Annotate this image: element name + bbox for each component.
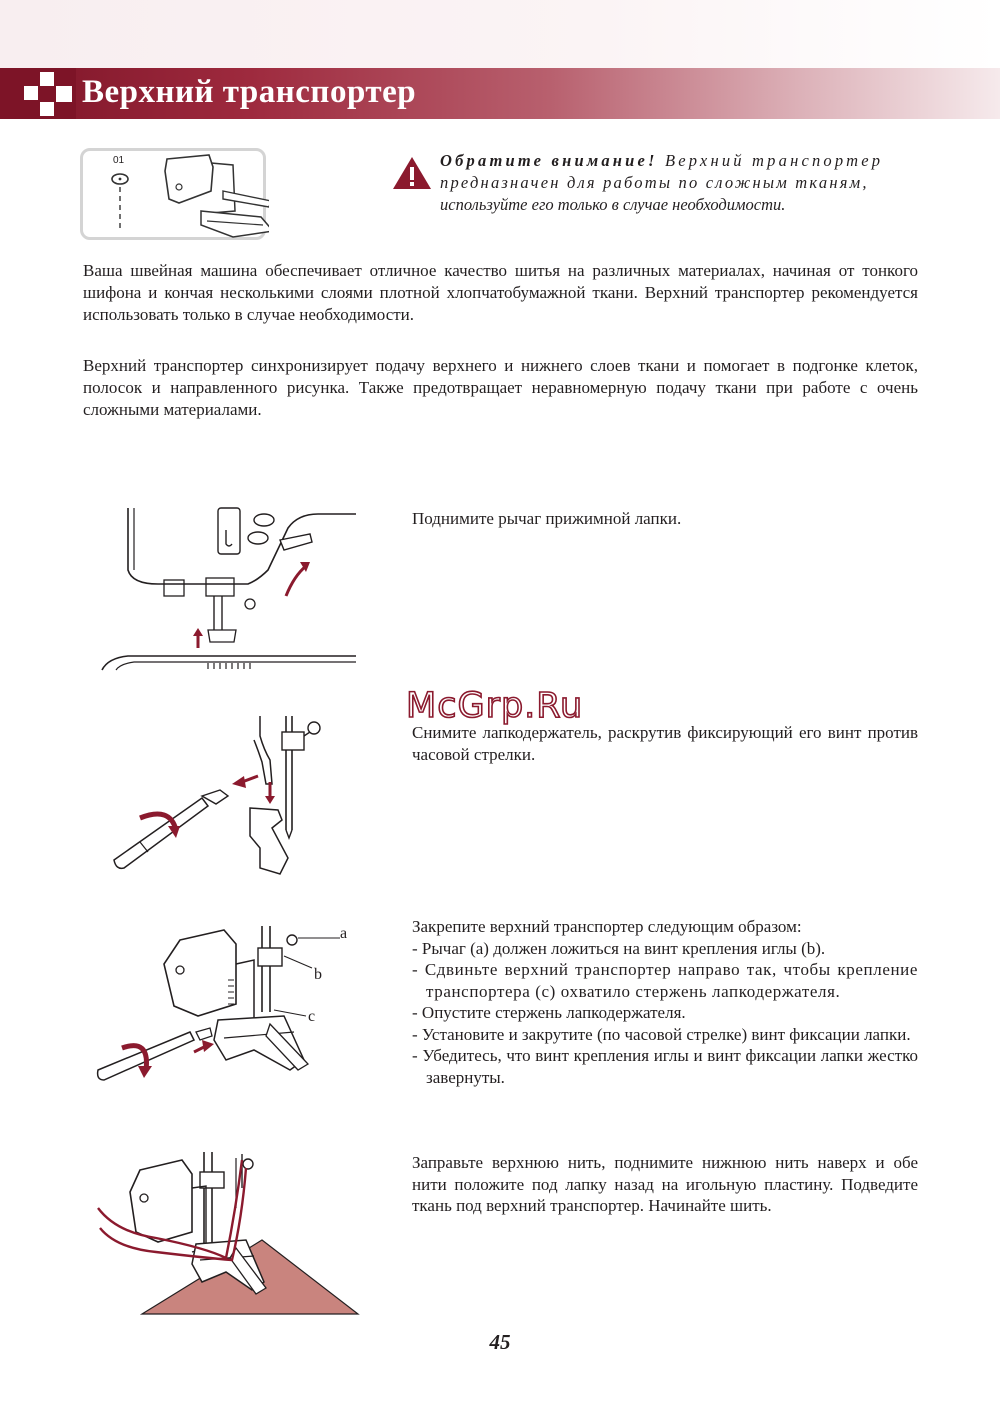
step-3-text [412,916,918,1088]
section-header [0,68,1000,119]
figure-attach-walking-foot [94,920,354,1090]
step-4-text: Заправьте верхнюю нить, поднимите нижнюю нить наверх и обе нити положите под лапку назад на игольную пластину. Подведите ткань под верхний транспортер. Начинайте шить. [412,1153,918,1215]
stitch-number: 01 [113,155,125,166]
label-c: c [308,1008,316,1025]
walking-foot-icon [83,151,269,243]
step-3-item: - Рычаг (a) должен ложиться на винт крепления иглы (b). [412,938,826,958]
watermark-text: McGrp.Ru [406,686,584,726]
step-2-text: Снимите лапкодержатель, раскрутив фиксирующий его винт против часовой стрелки. [412,723,918,764]
figure-start-sewing [96,1148,360,1316]
page-number: 45 [489,1330,511,1354]
step-1-text: Поднимите рычаг прижимной лапки. [412,509,682,528]
stitch-pattern-box [80,148,266,240]
figure-remove-holder [110,710,330,880]
step-3-item: - Сдвиньте верхний транспортер направо так, чтобы крепление транспортера (c) охватило стержень лапкодержателя. [412,960,918,1001]
intro-paragraph-1: Ваша швейная машина обеспечивает отличное качество шитья на различных материалах, начиная от тонкого шифона и кончая несколькими слоями плотной хлопчатобумажной ткани. Верхний транспортер рекомендуется использовать только в случае необходимости. [83,261,918,324]
step-3-item: - Опустите стержень лапкодержателя. [412,1003,686,1022]
label-a: a [340,925,348,942]
label-b: b [314,966,322,983]
top-band [0,0,1000,68]
page-title: Верхний транспортер [82,74,417,110]
step-3-item: - Установите и закрутите (по часовой стрелке) винт фиксации лапки. [412,1024,911,1044]
warning-line2: предназначен для работы по сложным тканям, [440,173,869,192]
step-3-intro: Закрепите верхний транспортер следующим образом: [412,917,802,936]
warning-emphasis: Обратите внимание! [440,151,658,170]
figure-raise-lever [98,500,358,672]
header-logo-icon [0,68,76,119]
warning-line1: Верхний транспортер [657,151,884,170]
intro-paragraph-2: Верхний транспортер синхронизирует подачу верхнего и нижнего слоев ткани и помогает в подгонке клеток, полосок и направленного рисунка. Также предотвращает неравномерную подачу ткани при работе с очень сложными материалами. [83,356,918,419]
warning-line3: используйте его только в случае необходимости. [440,195,786,214]
step-3-item: - Убедитесь, что винт крепления иглы и винт фиксации лапки жестко завернуты. [412,1046,918,1087]
warning-note [440,150,918,216]
warning-triangle-icon [392,156,432,190]
